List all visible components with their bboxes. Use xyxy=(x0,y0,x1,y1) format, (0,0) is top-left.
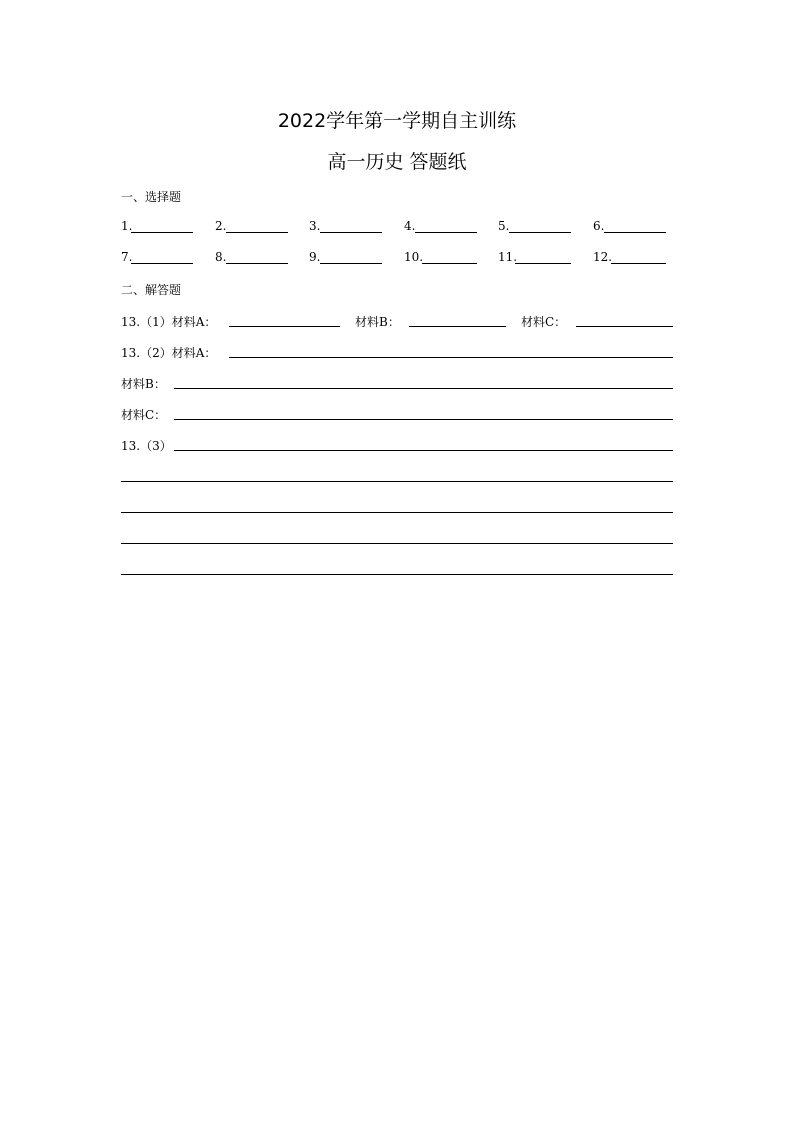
mc-answer-blank-6[interactable] xyxy=(604,232,666,233)
mc-label-1: 1. xyxy=(121,219,133,233)
mc-label-9: 9. xyxy=(309,250,321,264)
mc-label-6: 6. xyxy=(593,219,605,233)
mc-label-3: 3. xyxy=(309,219,321,233)
mc-answer-blank-7[interactable] xyxy=(131,263,193,264)
q13-2-label: 13.（2）材料A： xyxy=(121,346,217,360)
section-heading-answer: 二、解答题 xyxy=(121,283,182,297)
q13-3-answer-line-2[interactable] xyxy=(121,481,673,482)
mc-answer-blank-2[interactable] xyxy=(226,232,288,233)
mc-answer-blank-5[interactable] xyxy=(509,232,571,233)
q13-2-label-c: 材料C： xyxy=(121,408,167,422)
mc-label-10: 10. xyxy=(404,250,424,264)
mc-answer-blank-10[interactable] xyxy=(422,263,477,264)
mc-label-8: 8. xyxy=(215,250,227,264)
section-heading-choice: 一、选择题 xyxy=(121,190,182,204)
page-title: 2022学年第一学期自主训练 xyxy=(277,110,517,132)
mc-label-4: 4. xyxy=(404,219,416,233)
q13-3-answer-line-3[interactable] xyxy=(121,512,673,513)
mc-answer-blank-9[interactable] xyxy=(320,263,382,264)
mc-answer-blank-1[interactable] xyxy=(131,232,193,233)
q13-1-answer-b[interactable] xyxy=(409,326,506,327)
q13-1-label: 13.（1）材料A： xyxy=(121,315,217,329)
mc-label-2: 2. xyxy=(215,219,227,233)
page-subtitle: 高一历史 答题纸 xyxy=(327,151,467,173)
q13-1-label-b: 材料B： xyxy=(355,315,400,329)
q13-1-answer-c[interactable] xyxy=(576,326,673,327)
q13-3-answer-line-1[interactable] xyxy=(174,450,673,451)
q13-3-label: 13.（3） xyxy=(121,439,172,453)
q13-2-label-b: 材料B： xyxy=(121,377,166,391)
q13-2-answer-c[interactable] xyxy=(174,419,673,420)
mc-label-11: 11. xyxy=(498,250,518,264)
mc-answer-blank-12[interactable] xyxy=(611,263,666,264)
mc-answer-blank-8[interactable] xyxy=(226,263,288,264)
q13-2-answer-b[interactable] xyxy=(174,388,673,389)
mc-label-5: 5. xyxy=(498,219,510,233)
q13-3-answer-line-4[interactable] xyxy=(121,543,673,544)
mc-answer-blank-11[interactable] xyxy=(515,263,571,264)
mc-label-12: 12. xyxy=(593,250,613,264)
mc-label-7: 7. xyxy=(121,250,133,264)
q13-3-answer-line-5[interactable] xyxy=(121,574,673,575)
mc-answer-blank-3[interactable] xyxy=(320,232,382,233)
q13-1-label-c: 材料C： xyxy=(521,315,567,329)
q13-2-answer-a[interactable] xyxy=(229,357,673,358)
mc-answer-blank-4[interactable] xyxy=(415,232,477,233)
q13-1-answer-a[interactable] xyxy=(229,326,340,327)
